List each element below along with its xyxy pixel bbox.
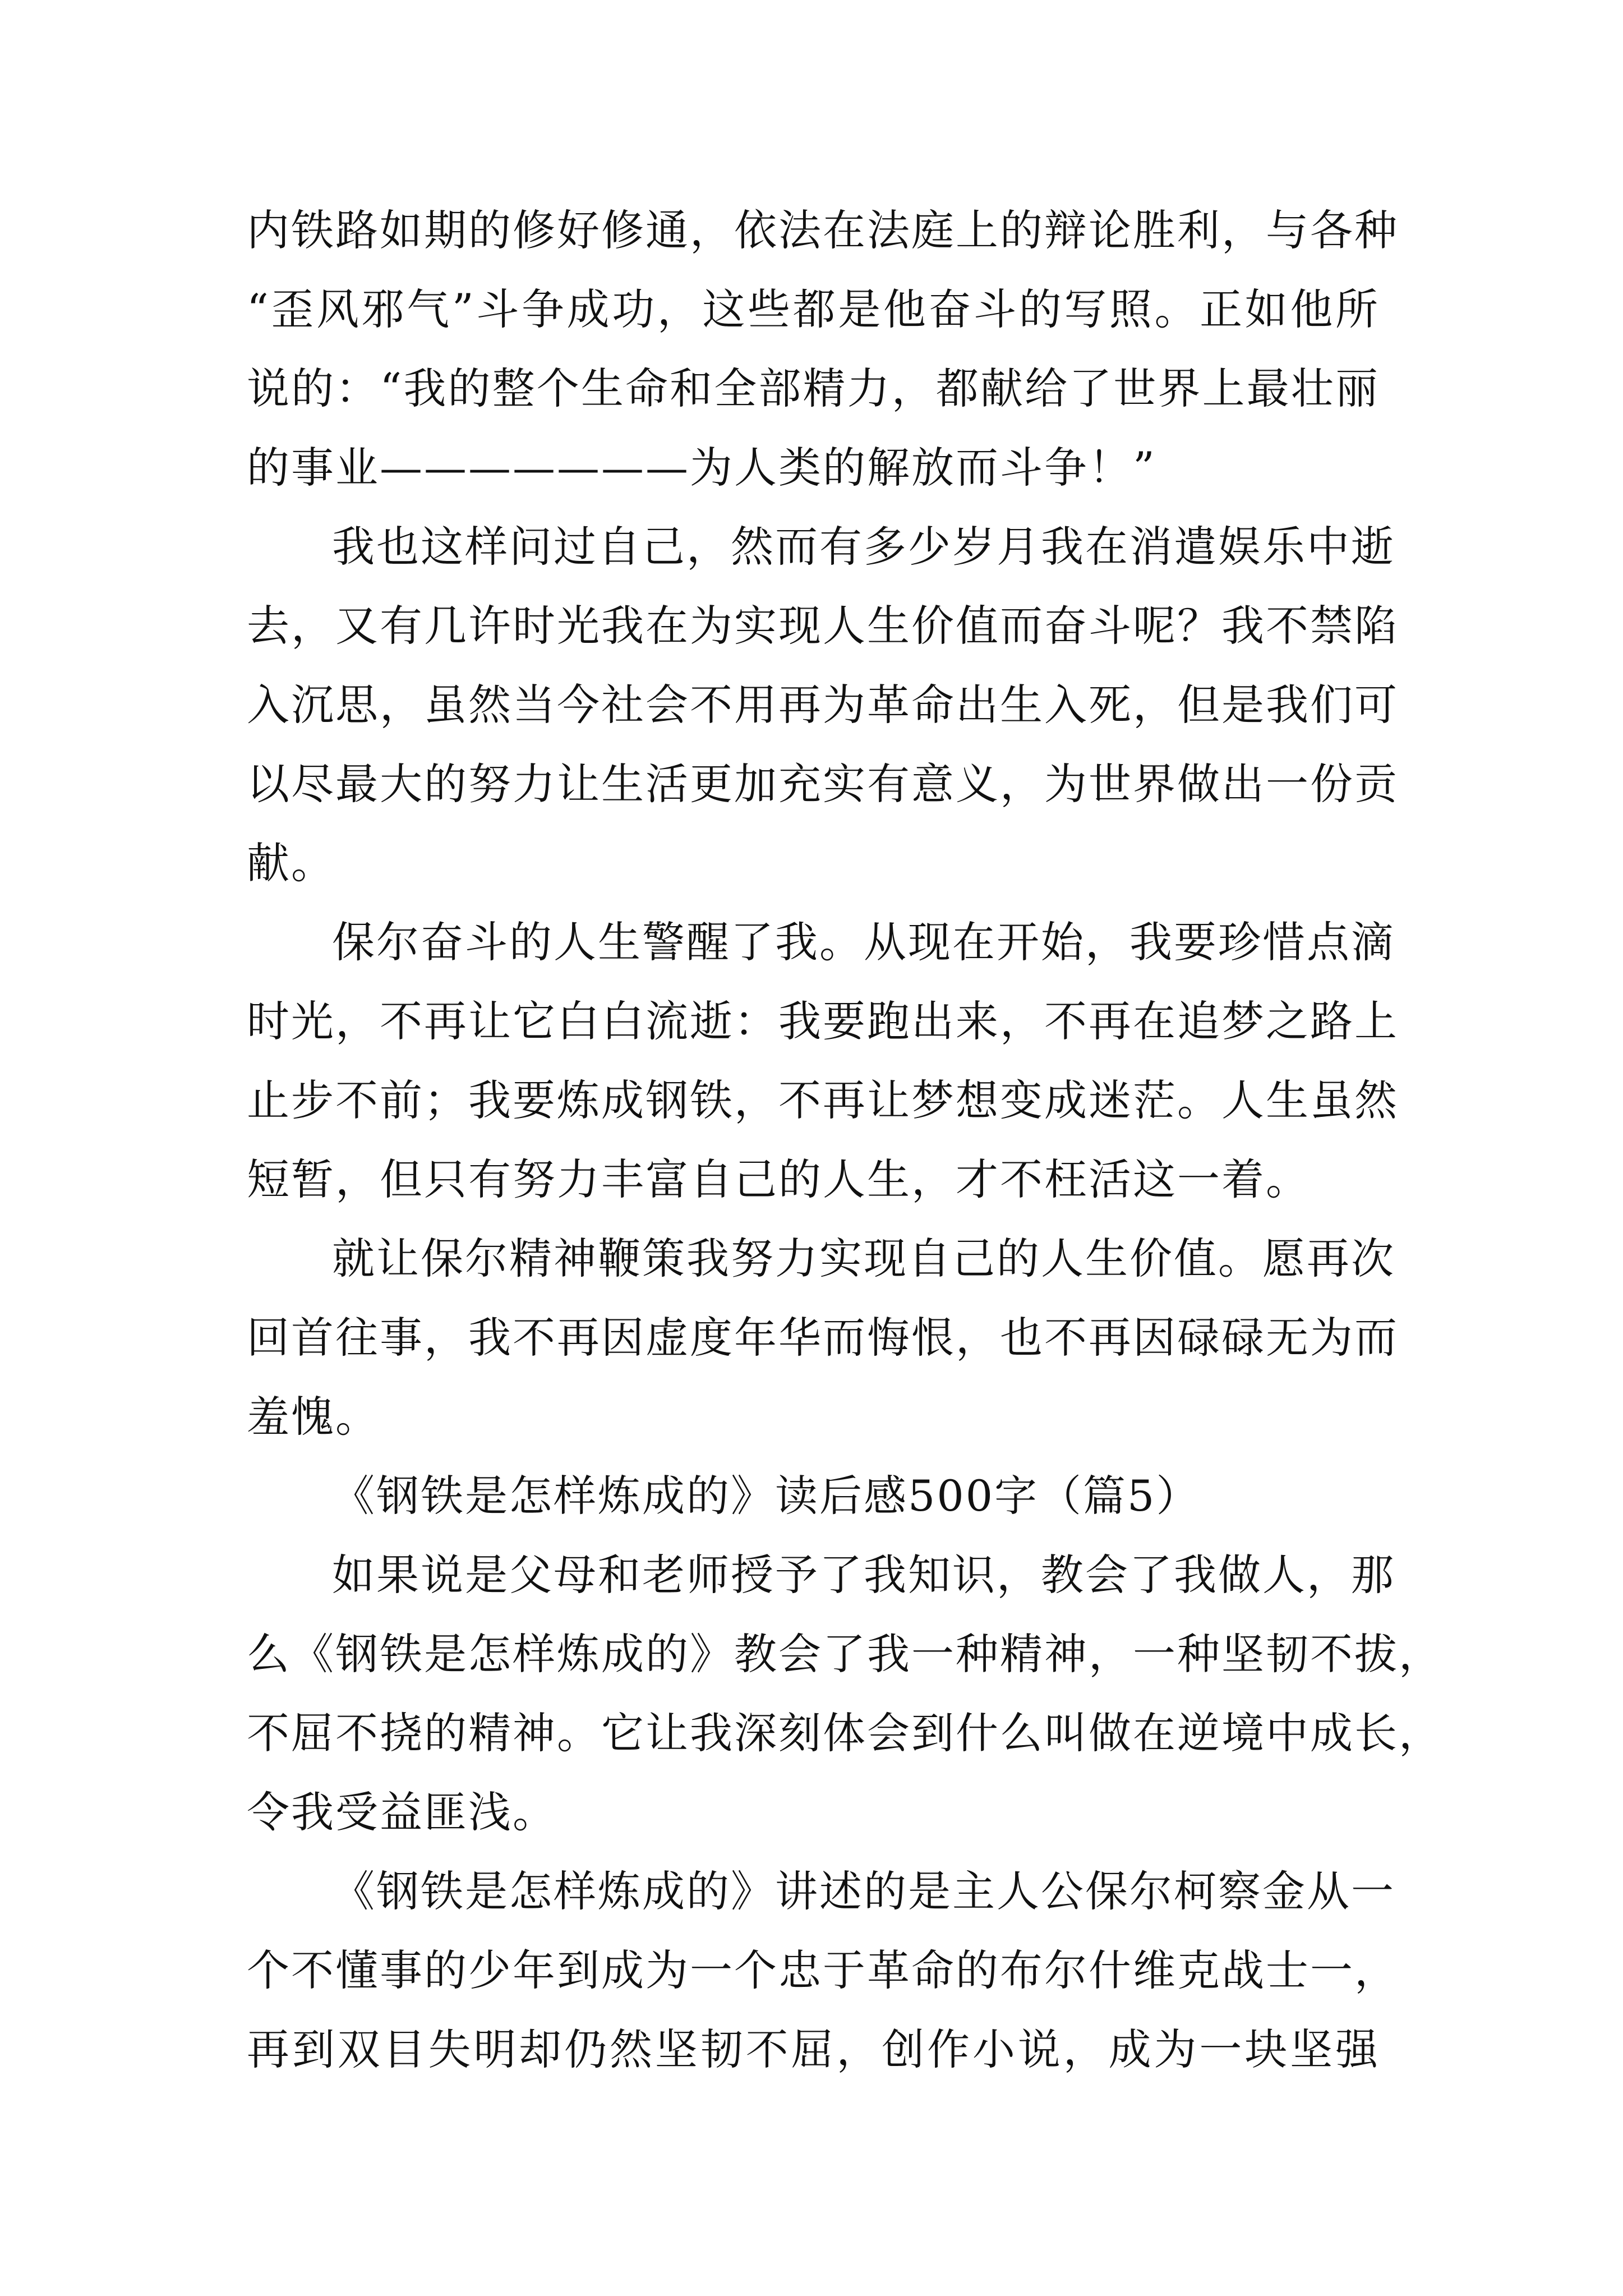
text-line: 以尽最大的努力让生活更加充实有意义，为世界做出一份贡 [247, 759, 1399, 809]
text-line: 个不懂事的少年到成为一个忠于革命的布尔什维克战士一， [247, 1945, 1399, 1995]
paragraph-start: 《钢铁是怎样炼成的》讲述的是主人公保尔柯察金从一 [332, 1866, 1395, 1916]
text-line: 的事业———————为人类的解放而斗争！” [247, 443, 1156, 493]
text-line: 说的：“我的整个生命和全部精力，都献给了世界上最壮丽 [247, 364, 1380, 413]
text-line: 再到双目失明却仍然坚韧不屈，创作小说，成为一块坚强 [247, 2024, 1380, 2074]
text-line: 时光，不再让它白白流逝：我要跑出来，不再在追梦之路上 [247, 996, 1399, 1046]
section-heading: 《钢铁是怎样炼成的》读后感500字（篇5） [332, 1471, 1201, 1521]
text-line: 么《钢铁是怎样炼成的》教会了我一种精神，一种坚韧不拔， [247, 1629, 1443, 1679]
paragraph-start: 就让保尔精神鞭策我努力实现自己的人生价值。愿再次 [332, 1234, 1395, 1283]
text-line: 回首往事，我不再因虚度年华而悔恨，也不再因碌碌无为而 [247, 1313, 1399, 1363]
text-line: 去，又有几许时光我在为实现人生价值而奋斗呢？我不禁陷 [247, 601, 1399, 651]
text-line: 止步不前；我要炼成钢铁，不再让梦想变成迷茫。人生虽然 [247, 1075, 1399, 1125]
paragraph-start: 如果说是父母和老师授予了我知识，教会了我做人，那 [332, 1550, 1395, 1600]
text-line: “歪风邪气”斗争成功，这些都是他奋斗的写照。正如他所 [247, 284, 1380, 334]
text-line: 短暂，但只有努力丰富自己的人生，才不枉活这一着。 [247, 1154, 1310, 1204]
text-line: 入沉思，虽然当今社会不用再为革命出生入死，但是我们可 [247, 680, 1399, 730]
text-line: 内铁路如期的修好修通，依法在法庭上的辩论胜利，与各种 [247, 205, 1399, 255]
document-body [247, 191, 1443, 2089]
paragraph-start: 保尔奋斗的人生警醒了我。从现在开始，我要珍惜点滴 [332, 917, 1395, 967]
text-line: 献。 [247, 838, 335, 888]
text-line: 不屈不挠的精神。它让我深刻体会到什么叫做在逆境中成长， [247, 1708, 1443, 1758]
paragraph-start: 我也这样问过自己，然而有多少岁月我在消遣娱乐中逝 [332, 522, 1395, 572]
text-line: 令我受益匪浅。 [247, 1787, 557, 1837]
text-line: 羞愧。 [247, 1392, 380, 1442]
